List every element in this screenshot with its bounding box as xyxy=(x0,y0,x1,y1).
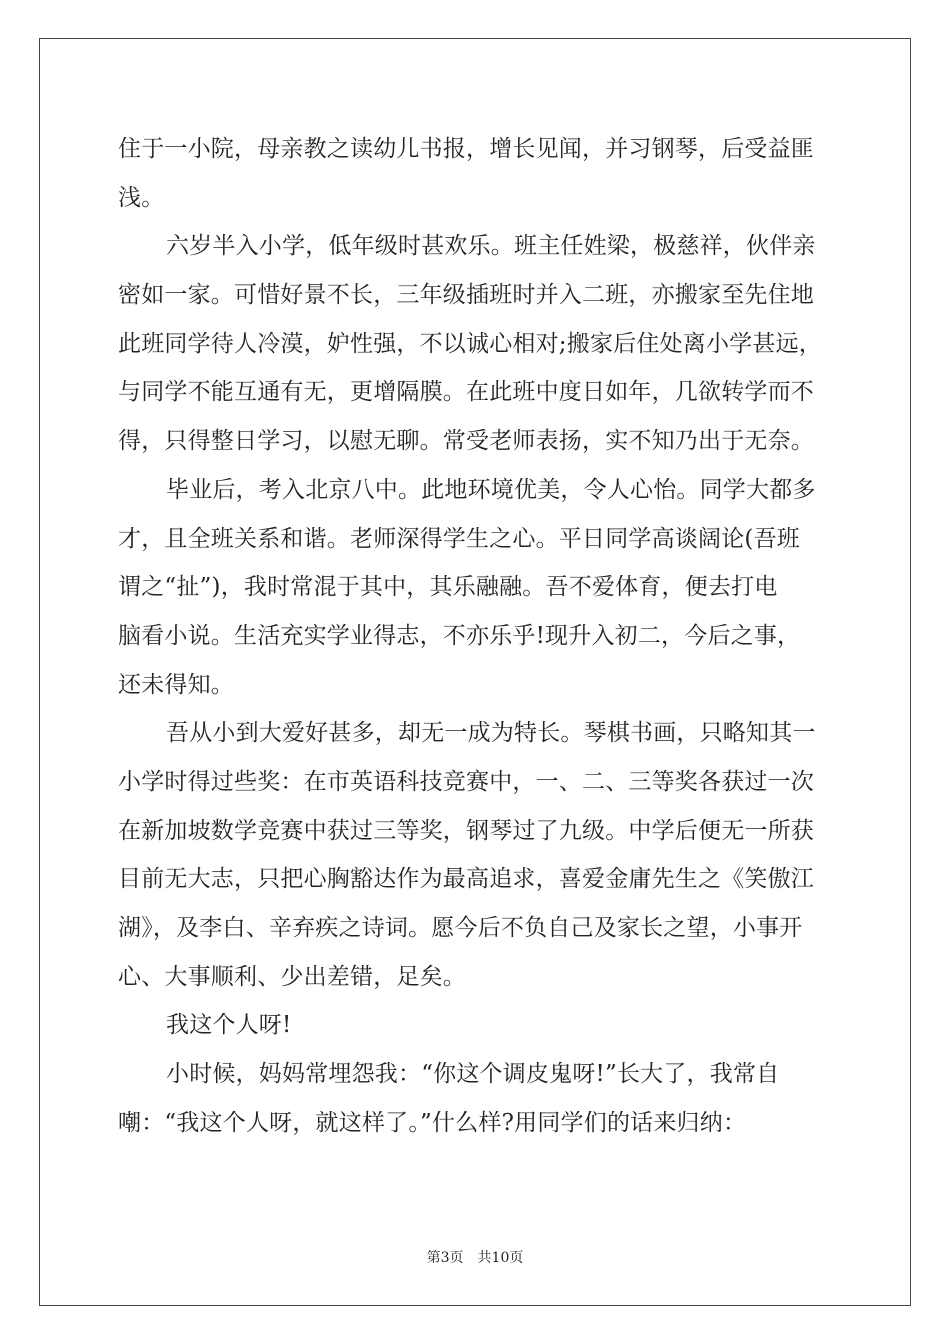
text-line: 心、大事顺利、少出差错，足矣。 xyxy=(118,963,466,990)
text-line: 我这个人呀! xyxy=(166,1012,292,1039)
text-line: 吾从小到大爱好甚多，却无一成为特长。琴棋书画，只略知其一 xyxy=(166,720,816,747)
text-line: 密如一家。可惜好景不长，三年级插班时并入二班，亦搬家至先住地 xyxy=(118,282,814,309)
page-footer xyxy=(0,1247,950,1267)
text-line: 毕业后，考入北京八中。此地环境优美，令人心怡。同学大都多 xyxy=(166,476,816,503)
text-line: 还未得知。 xyxy=(118,671,234,698)
text-line: 在新加坡数学竞赛中获过三等奖，钢琴过了九级。中学后便无一所获 xyxy=(118,817,814,844)
text-line: 与同学不能互通有无，更增隔膜。在此班中度日如年，几欲转学而不 xyxy=(118,379,814,406)
text-line: 谓之“扯”)，我时常混于其中，其乐融融。吾不爱体育，便去打电 xyxy=(118,574,778,601)
text-line: 浅。 xyxy=(118,184,165,211)
text-line: 才，且全班关系和谐。老师深得学生之心。平日同学高谈阔论(吾班 xyxy=(118,525,800,552)
page-number: 第3页 xyxy=(426,1250,464,1266)
text-line: 住于一小院，母亲教之读幼儿书报，增长见闻，并习钢琴，后受益匪 xyxy=(118,136,814,162)
text-line: 得，只得整日学习，以慰无聊。常受老师表扬，实不知乃出于无奈。 xyxy=(118,428,814,455)
text-line: 目前无大志，只把心胸豁达作为最高追求，喜爱金庸先生之《笑傲江 xyxy=(118,866,814,893)
page-total: 共10页 xyxy=(477,1250,524,1266)
text-line: 小学时得过些奖：在市英语科技竞赛中，一、二、三等奖各获过一次 xyxy=(118,768,814,795)
document-body xyxy=(118,125,838,1147)
text-line: 小时候，妈妈常埋怨我：“你这个调皮鬼呀!”长大了，我常自 xyxy=(166,1061,780,1088)
text-line: 湖》，及李白、辛弃疾之诗词。愿今后不负自己及家长之望，小事开 xyxy=(118,915,803,941)
text-line: 嘲：“我这个人呀，就这样了。”什么样?用同学们的话来归纳： xyxy=(118,1109,747,1136)
text-line: 六岁半入小学，低年级时甚欢乐。班主任姓梁，极慈祥，伙伴亲 xyxy=(166,233,816,260)
text-line: 脑看小说。生活充实学业得志，不亦乐乎!现升入初二，今后之事， xyxy=(118,622,801,649)
text-line: 此班同学待人冷漠，妒性强，不以诚心相对;搬家后住处离小学甚远， xyxy=(118,330,822,357)
